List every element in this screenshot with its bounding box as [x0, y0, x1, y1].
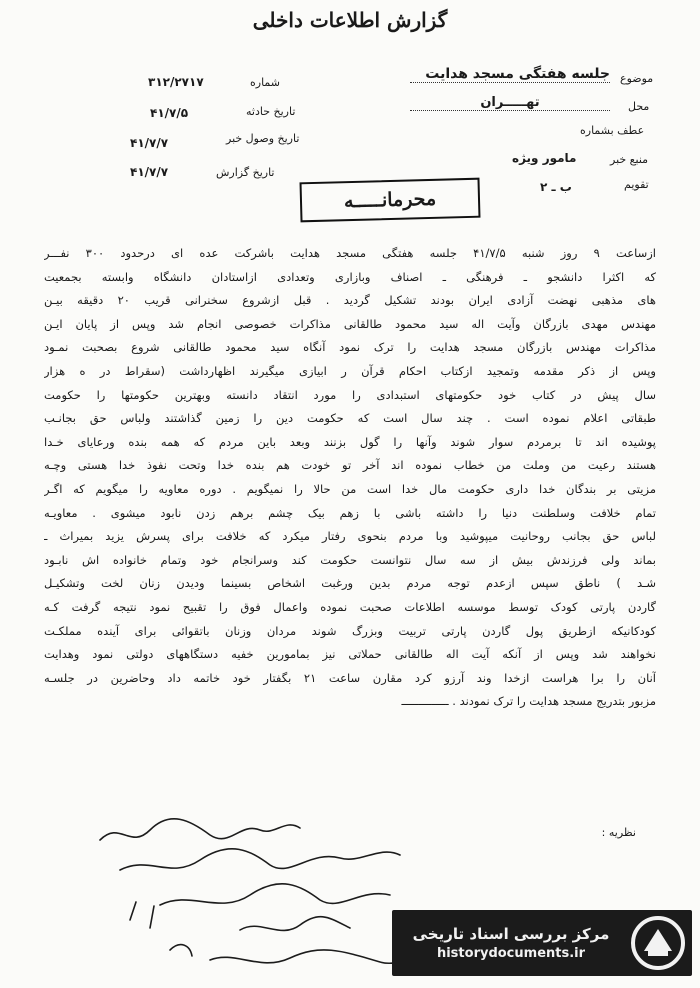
manba-label: منبع خبر [610, 153, 649, 166]
nazariye-label: نظریه : [601, 826, 636, 839]
body-line: تمام خلافت وسلطنت دنیا را داشته باشی با زهم بیک چشم برهم زدن نابود میشوی . معاویـه [44, 505, 656, 520]
report-body [44, 242, 656, 714]
mahal-value: تهـــــران [410, 95, 610, 111]
mozu-value: جلسه هفتگی مسجد هدایت [410, 66, 610, 83]
mahal-label: محل [628, 100, 650, 113]
body-line: لباس حق بجانب روحانیت میپوشید وبا مردم بنحوی رفتار میکرد که خلافت برای پسرش یزید بمیراث ـ [44, 529, 656, 544]
tarikh-hadese-label: تاریخ حادثه [246, 105, 296, 118]
shomare-value: ۳۱۲/۲۷۱۷ [148, 75, 204, 89]
tarikh-gozaresh-value: ۴۱/۷/۷ [130, 165, 169, 179]
confidential-stamp: محرمانـــــه [300, 178, 481, 223]
body-line: مزبور بتدریج مسجد هدایت را ترک نمودند . ــــــــــــــ [401, 694, 656, 709]
body-line: وپس از ذکر مقدمه وتمجید ازکتاب احکام قرآن ر ابیازی میگیرند اظهارداشت (سقراط در ه هزار [44, 363, 656, 378]
body-line: هستند رعیت من وملت من خطاب نموده اند آخر تو خودت هم بنده خدا وتحت نفوذ خدا هستی وچـه [44, 458, 656, 473]
body-line: ازساعت ۹ روز شنبه ۴۱/۷/۵ جلسه هفتگی مسجد هدایت باشرکت عده ای درحدود ۳۰۰ نفـــر [44, 246, 656, 260]
body-line: بماند ولی فرزندش بیش از سه سال نتوانست حکومت کند وسرانجام خود وتمام خانواده اش نابـود [44, 552, 656, 567]
watermark-fa-text: مرکز بررسی اسناد تاریخی [412, 925, 610, 943]
body-line: نخواهند شد وپس از آنکه آیت اله طالقانی حملاتی نیز بمامورین خفیه دستگاههای دولتی نمود وهدایت [44, 647, 656, 662]
body-line: کودکانیکه ازطریق پول گاردن پارتی تربیت وبزرگ شوند مردان وزنان باتقوائی برای آینده مملکـت [44, 623, 656, 638]
shomare-label: شماره [250, 76, 281, 89]
body-line: مذاکرات مهندس بازرگان مسجد هدایت را ترک نمود آنگاه سید محمود طالقانی شروع بصحبت نمـود [44, 340, 656, 355]
document-title: گزارش اطلاعات داخلی [252, 8, 448, 32]
taghvim-label: تقویم [624, 178, 649, 191]
atf-label: عطف بشماره [580, 124, 645, 137]
taghvim-value: ب ـ ۲ [540, 180, 572, 194]
tarikh-vosul-label: تاریخ وصول خبر [226, 132, 300, 145]
body-line: گاردن پارتی کودک توسط موسسه اطلاعات صحبت نموده واعمال فوق را تقبیح نمود نتیجه گرفت کـه [44, 599, 656, 614]
body-line: مزیتی بر بندگان خدا داری حکومت مال خدا است من حالا را نمیگویم . دوره معاویه را میگویم که اگـر [44, 481, 656, 496]
body-line: آنان را برا هراست ازخدا وند آرزو کرد مقارن ساعت ۲۱ بگفتار خود خاتمه داد وحاضرین در جلسـه [44, 670, 656, 685]
body-line: مهندس مهدی بازرگان وآیت اله سید محمود طالقانی مذاکرات خصوصی انجام شد وپس از پایان ایـن [44, 316, 656, 331]
body-line: سال پیش در کتاب خود حکومتهای استبدادی را مورد انتقاد دانسته وبهترین حکومتها را حکومت [44, 387, 656, 402]
body-line: پوشیده اند تا برمردم سوار شوند وآنها را گول بزنند وبعد باین مردم که همه بنده ورعایای خـدا [44, 434, 656, 449]
tarikh-hadese-value: ۴۱/۷/۵ [150, 106, 189, 120]
tarikh-vosul-value: ۴۱/۷/۷ [130, 136, 169, 150]
body-line: که اکثرا دانشجو ـ فرهنگی ـ اصناف وبازاری وتعدادی ازاستادان دانشگاه وابسته بجمعیت [44, 269, 656, 284]
mozu-label: موضوع [620, 72, 654, 85]
watermark-url: historydocuments.ir [436, 946, 586, 961]
archive-logo-icon [630, 915, 686, 971]
body-line: شـد ) ناطق سپس ازعدم توجه مردم بدین ورغبت اشخاص بسینما ودیدن زنان لخت وتشکیـل [44, 576, 656, 591]
body-line: طبقاتی اعلام نموده است . چند سال است که حکومت دین را زمین گذاشتند ولباس حق بجانـب [44, 411, 656, 426]
archive-watermark [392, 910, 692, 976]
body-line: های مذهبی نهضت آزادی ایران بودند تشکیل گردید . قبل ازشروع سخنرانی قریب ۲۰ دقیقه بیـن [44, 293, 656, 308]
tarikh-gozaresh-label: تاریخ گزارش [216, 166, 275, 179]
manba-value: مامور ویژه [512, 151, 577, 165]
